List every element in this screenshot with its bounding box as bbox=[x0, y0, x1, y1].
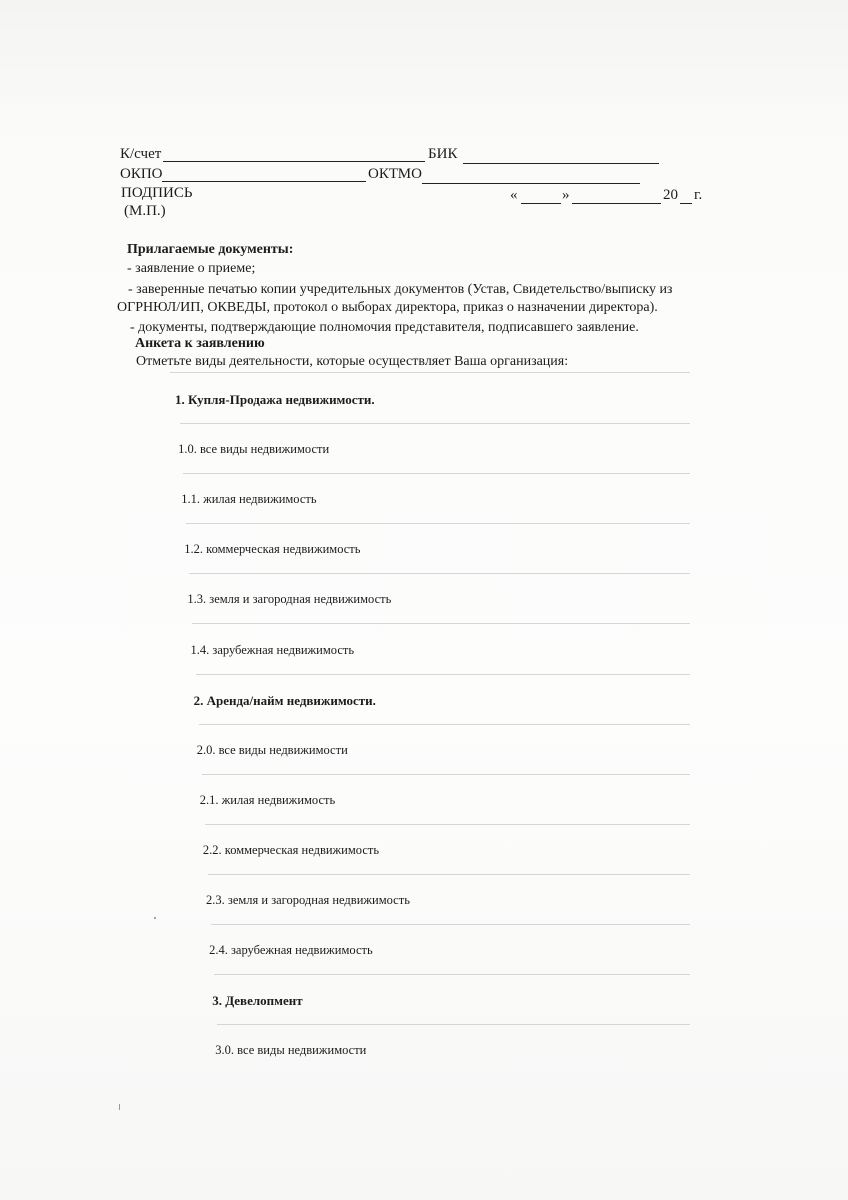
questionnaire-heading: Анкета к заявлению bbox=[135, 336, 265, 351]
activity-item[interactable]: 2. Аренда/найм недвижимости. bbox=[193, 692, 376, 708]
row-separator bbox=[214, 974, 690, 975]
attachment-item-2-line-1: - заверенные печатью копии учредительных документов (Устав, Свидетельство/выписку из bbox=[128, 282, 673, 297]
attachment-item-2-line-2: ОГРНЮЛ/ИП, ОКВЕДЫ, протокол о выборах директора, приказ о назначении директора). bbox=[117, 300, 658, 315]
scan-speck bbox=[154, 917, 156, 919]
attachments-heading: Прилагаемые документы: bbox=[127, 242, 294, 257]
date-open-quote: « bbox=[510, 187, 518, 203]
activity-item[interactable]: 1. Купля-Продажа недвижимости. bbox=[175, 392, 375, 407]
stamp-label: (М.П.) bbox=[124, 203, 166, 219]
row-separator bbox=[196, 674, 691, 675]
row-separator bbox=[192, 623, 690, 624]
bik-field[interactable] bbox=[463, 163, 659, 164]
activity-item[interactable]: 2.1. жилая недвижимость bbox=[199, 792, 336, 807]
ks-field[interactable] bbox=[163, 161, 425, 162]
activity-item[interactable]: 2.0. все виды недвижимости bbox=[196, 742, 348, 757]
row-separator bbox=[205, 824, 690, 825]
row-separator bbox=[217, 1024, 690, 1025]
row-separator bbox=[202, 774, 690, 775]
activity-item[interactable]: 3. Девелопмент bbox=[212, 993, 303, 1009]
activity-item[interactable]: 3.0. все виды недвижимости bbox=[215, 1043, 367, 1058]
scan-speck bbox=[119, 1104, 120, 1110]
activity-item[interactable]: 1.3. земля и загородная недвижимость bbox=[187, 592, 392, 607]
date-day-field[interactable] bbox=[521, 203, 561, 204]
activity-item[interactable]: 2.2. коммерческая недвижимость bbox=[202, 842, 380, 857]
row-separator bbox=[189, 573, 690, 574]
ks-label: К/счет bbox=[120, 146, 162, 162]
activity-item[interactable]: 2.3. земля и загородная недвижимость bbox=[206, 893, 410, 907]
bik-label: БИК bbox=[428, 146, 458, 162]
row-separator bbox=[211, 924, 690, 925]
activity-item[interactable]: 1.2. коммерческая недвижимость bbox=[184, 542, 361, 557]
row-separator bbox=[170, 372, 690, 373]
activity-item[interactable]: 1.4. зарубежная недвижимость bbox=[190, 642, 355, 657]
row-separator bbox=[208, 874, 690, 875]
date-month-field[interactable] bbox=[572, 203, 661, 204]
activity-item[interactable]: 1.0. все виды недвижимости bbox=[178, 442, 330, 457]
questionnaire-instruction: Отметьте виды деятельности, которые осуществляет Ваша организация: bbox=[136, 354, 569, 369]
okpo-label: ОКПО bbox=[120, 166, 163, 182]
row-separator bbox=[199, 724, 690, 725]
date-close-quote: » bbox=[562, 187, 570, 203]
activity-item[interactable]: 1.1. жилая недвижимость bbox=[181, 492, 317, 507]
oktmo-field[interactable] bbox=[422, 183, 640, 184]
year-prefix: 20 bbox=[663, 187, 678, 203]
oktmo-label: ОКТМО bbox=[368, 166, 422, 182]
row-separator bbox=[186, 523, 690, 524]
okpo-field[interactable] bbox=[162, 181, 366, 182]
date-year-field[interactable] bbox=[680, 203, 692, 204]
signature-label: ПОДПИСЬ bbox=[121, 185, 193, 201]
year-suffix: г. bbox=[694, 187, 703, 203]
activity-item[interactable]: 2.4. зарубежная недвижимость bbox=[209, 943, 373, 958]
row-separator bbox=[180, 423, 690, 424]
attachment-item-1: - заявление о приеме; bbox=[127, 261, 256, 276]
row-separator bbox=[183, 473, 690, 474]
attachment-item-3: - документы, подтверждающие полномочия представителя, подписавшего заявление. bbox=[130, 320, 639, 335]
